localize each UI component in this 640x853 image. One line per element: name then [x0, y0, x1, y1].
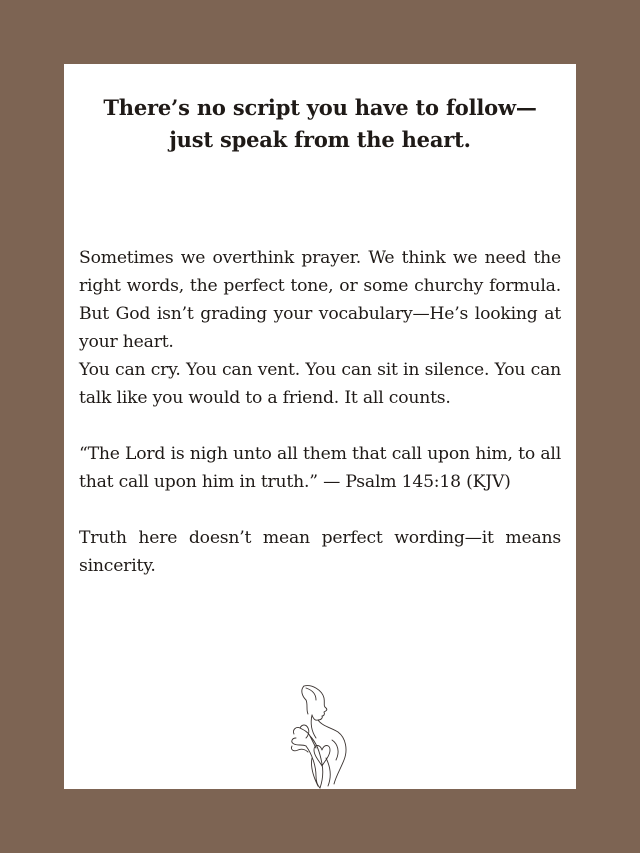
- content-card: [64, 64, 576, 789]
- heading-line-2: just speak from the heart.: [169, 127, 471, 152]
- paragraph-cry-vent: You can cry. You can vent. You can sit in silence. You can talk like you would to a friend. It all counts.: [79, 360, 561, 408]
- body-text: [79, 244, 561, 580]
- spacer: [79, 496, 561, 524]
- scripture-quote: “The Lord is nigh unto all them that call upon him, to all that call upon him in truth.” — Psalm 145:18 (KJV): [79, 444, 561, 492]
- paragraph-overthink: Sometimes we overthink prayer. We think we need the right words, the perfect tone, or some churchy formula. But God isn’t grading your vocabulary—He’s looking at your heart.: [79, 248, 561, 352]
- page-heading: [64, 92, 576, 156]
- spacer: [79, 412, 561, 440]
- heading-line-1: There’s no script you have to follow—: [103, 95, 537, 120]
- paragraph-sincerity: Truth here doesn’t mean perfect wording—it means sincerity.: [79, 528, 561, 576]
- praying-hands-line-art-icon: [282, 680, 358, 790]
